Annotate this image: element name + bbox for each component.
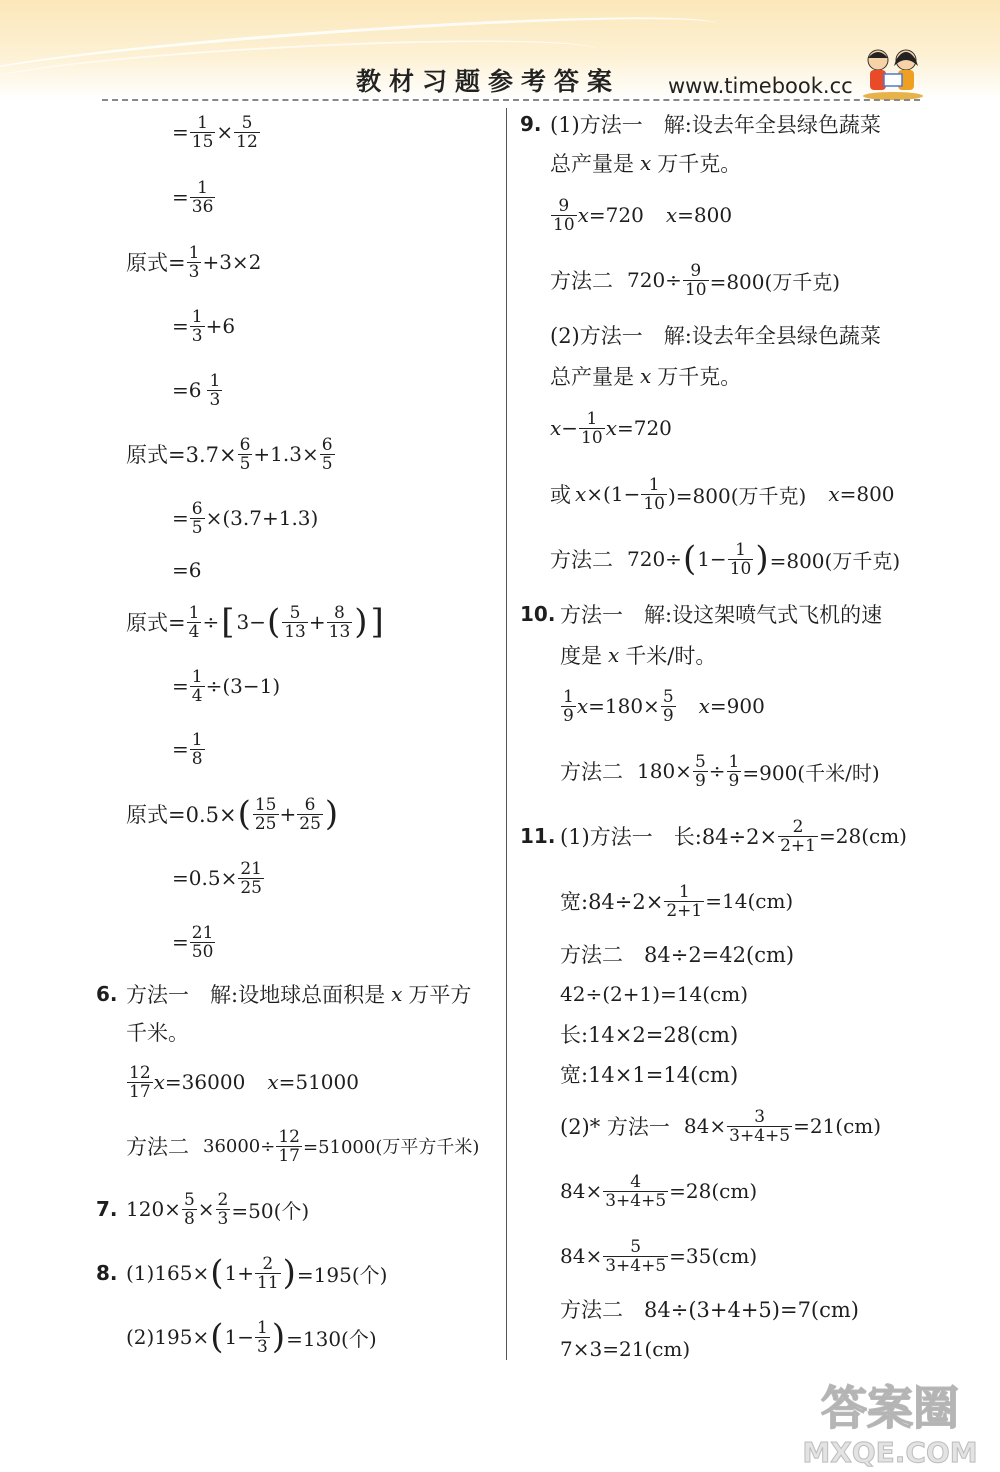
- fraction: 9 10: [553, 195, 575, 235]
- eq-line: 方法二 84÷(3+4+5)=7(cm): [560, 1298, 859, 1322]
- fraction: $\frac{2}{2+1}$: [780, 816, 816, 856]
- eq-line: = $\frac{1}{3}$ +6: [172, 306, 236, 346]
- eq-line: 原式=3.7× $\frac{6}{5}$ +1.3× $\frac{6}{5}$: [126, 434, 333, 474]
- column-divider: [506, 108, 507, 1360]
- question-10: 10. 方法一 解:设这架喷气式飞机的速: [520, 602, 883, 627]
- eq-line: 12 17 x =36000 x =51000: [129, 1062, 359, 1102]
- eq-line: = $\frac{1}{36}$: [172, 177, 214, 217]
- eq-line: 方法二 720÷ ( 1− $\frac{1}{10}$ ) =800(万千克): [550, 539, 901, 579]
- fraction: $\frac{21}{25}$: [240, 858, 262, 898]
- fraction: $\frac{5}{8}$: [183, 1189, 195, 1229]
- eq-line: =6 1 3: [172, 370, 221, 410]
- eq-line: = $\frac{1}{8}$: [172, 729, 203, 769]
- eq-line: 方法二 720÷ $\frac{9}{10}$ =800(万千克): [550, 260, 841, 300]
- eq-line: 宽:14×1=14(cm): [560, 1063, 739, 1087]
- eq-line: 方法二 180× $\frac{5}{9}$ ÷ $\frac{1}{9}$ =900(千米/时): [560, 751, 880, 791]
- fraction: $\frac{12}{17}$: [278, 1126, 300, 1166]
- eq-line: = $\frac{1}{4}$ ÷(3−1): [172, 666, 281, 706]
- fraction: $\frac{3}{3+4+5}$: [729, 1106, 791, 1146]
- eq-line: 方法二 84÷2=42(cm): [560, 943, 795, 967]
- eq-line: (2)* 方法一 84× $\frac{3}{3+4+5}$ =21(cm): [560, 1106, 882, 1146]
- fraction: $\frac{5}{9}$: [662, 686, 674, 726]
- fraction: $\frac{1}{9}$: [728, 751, 740, 791]
- fraction: $\frac{1}{10}$: [643, 474, 665, 514]
- fraction: 15 25: [254, 794, 277, 834]
- fraction: $\frac{1}{3}$: [257, 1317, 268, 1357]
- question-8: 8. (1)165× ( 1+ $\frac{2}{11}$ ) =195(个): [96, 1253, 388, 1293]
- fraction: $\frac{1}{10}$: [729, 539, 752, 579]
- fraction: $\frac{21}{50}$: [191, 922, 214, 962]
- fraction: $\frac{2}{3}$: [217, 1189, 229, 1229]
- watermark-brand: 答案圈: [821, 1381, 959, 1435]
- fraction: $\frac{1}{4}$: [188, 602, 200, 642]
- fraction: $\frac{2}{11}$: [257, 1253, 279, 1293]
- question-11: 11. (1)方法一 长:84÷2× $\frac{2}{2+1}$ =28(cm): [520, 816, 907, 856]
- fraction: $\frac{5}{9}$: [694, 751, 706, 791]
- question-9: 9. (1)方法一 解:设去年全县绿色蔬菜: [520, 112, 881, 137]
- fraction: $\frac{1}{8}$: [191, 729, 203, 769]
- header-divider: [102, 99, 920, 101]
- eq-line: 原式= $\frac{1}{4}$ ÷ [ 3− ( 5 13 + $\frac{8}{13}$ ) ]: [126, 602, 384, 642]
- q6-line2: 千米。: [126, 1021, 189, 1045]
- fraction: $\frac{1}{2+1}$: [666, 881, 703, 921]
- fraction: $\frac{1}{3}$: [188, 242, 200, 282]
- fraction: $\frac{1}{3}$: [191, 306, 203, 346]
- eq-line: 长:14×2=28(cm): [560, 1023, 739, 1047]
- fraction: $\frac{8}{13}$: [328, 602, 351, 642]
- eq-line: 7×3=21(cm): [560, 1337, 691, 1361]
- eq-line: 84× $\frac{4}{3+4+5}$ =28(cm): [560, 1171, 758, 1211]
- fraction: $\frac{1}{15}$: [191, 112, 214, 152]
- fraction: $\frac{6}{25}$: [299, 794, 321, 834]
- eq-line: 原式= $\frac{1}{3}$ +3×2: [126, 242, 262, 282]
- eq-line: x − $\frac{1}{10}$ x =720: [550, 408, 672, 448]
- page-header-title: 教材习题参考答案: [356, 67, 621, 96]
- watermark-logo: [790, 1378, 990, 1468]
- fraction: $\frac{4}{3+4+5}$: [605, 1171, 667, 1211]
- question-6: 6. 方法一 解:设地球总面积是 x 万平方: [96, 982, 472, 1007]
- header-url: www.timebook.cc: [668, 74, 853, 98]
- fraction: $\frac{5}{12}$: [236, 112, 258, 152]
- q9-line: 总产量是 x 万千克。: [550, 151, 742, 176]
- eq-line: 9 10 x =720 x =800: [553, 195, 733, 235]
- q9-line: 总产量是 x 万千克。: [550, 364, 742, 389]
- eq-line: 原式=0.5× ( 15 25 + $\frac{6}{25}$ ): [126, 794, 339, 834]
- q8-part2: (2)195× ( 1− $\frac{1}{3}$ ) =130(个): [126, 1317, 377, 1357]
- eq-line: 方法二 36000÷ $\frac{12}{17}$ =51000(万平方千米): [126, 1126, 480, 1166]
- eq-line: =0.5× $\frac{21}{25}$: [172, 858, 262, 898]
- eq-line: = $\frac{6}{5}$ ×(3.7+1.3): [172, 498, 319, 538]
- eq-line: 1 9 x =180× $\frac{5}{9}$ x =900: [563, 686, 765, 726]
- eq-line: 或 x ×(1− $\frac{1}{10}$ )=800(万千克) x =800: [550, 474, 895, 514]
- fraction: $\frac{6}{5}$: [191, 498, 203, 538]
- cartoon-kids-icon: [860, 44, 926, 100]
- fraction: $\frac{1}{36}$: [191, 177, 214, 217]
- question-7: 7. 120× $\frac{5}{8}$ × $\frac{2}{3}$ =50(个): [96, 1189, 310, 1229]
- eq-line: = $\frac{21}{50}$: [172, 922, 214, 962]
- q9-line: (2)方法一 解:设去年全县绿色蔬菜: [550, 324, 881, 348]
- eq-line: 42÷(2+1)=14(cm): [560, 982, 748, 1006]
- fraction: 5 13: [284, 602, 306, 642]
- fraction: $\frac{5}{3+4+5}$: [605, 1236, 667, 1276]
- eq-line: =6: [172, 558, 202, 582]
- eq-line: = $\frac{1}{15}$ × $\frac{5}{12}$: [172, 112, 258, 152]
- fraction: 12 17: [129, 1062, 151, 1102]
- q10-line: 度是 x 千米/时。: [560, 643, 717, 668]
- fraction: 1 3: [209, 370, 221, 410]
- fraction: $\frac{6}{5}$: [321, 434, 333, 474]
- eq-line: 宽:84÷2× $\frac{1}{2+1}$ =14(cm): [560, 881, 794, 921]
- fraction: $\frac{6}{5}$: [239, 434, 251, 474]
- eq-line: 84× $\frac{5}{3+4+5}$ =35(cm): [560, 1236, 758, 1276]
- watermark-site: MXQE.COM: [802, 1436, 978, 1468]
- fraction: $\frac{1}{10}$: [581, 408, 603, 448]
- fraction: 1 9: [563, 686, 574, 726]
- fraction: $\frac{9}{10}$: [684, 260, 707, 300]
- fraction: $\frac{1}{4}$: [191, 666, 203, 706]
